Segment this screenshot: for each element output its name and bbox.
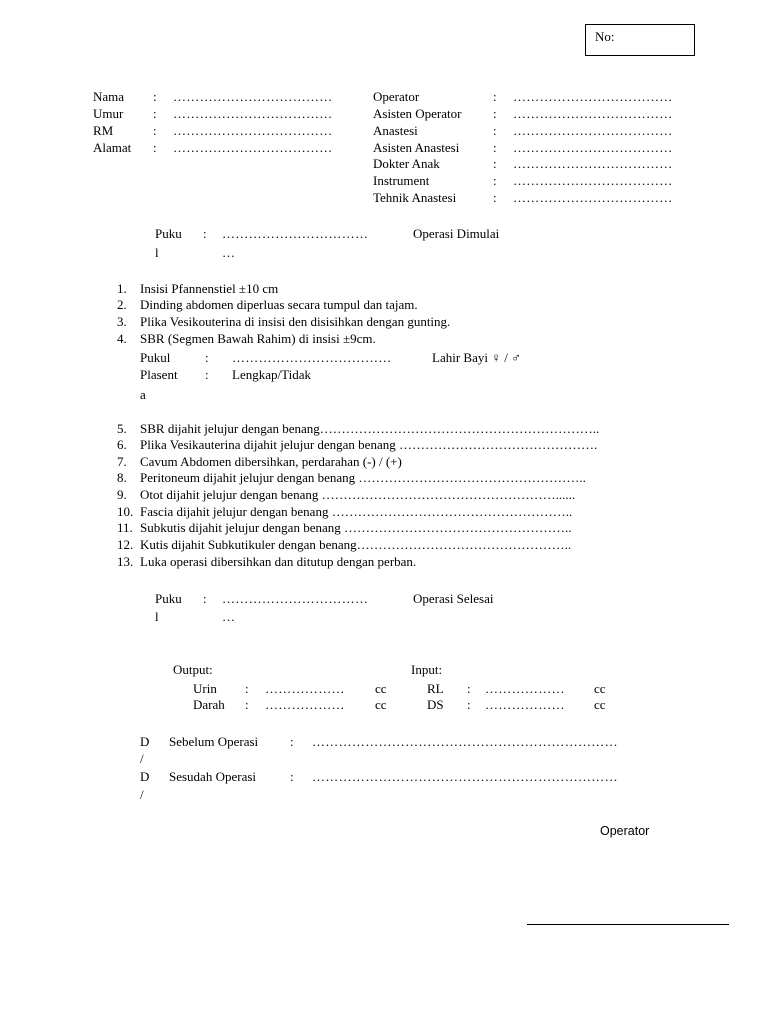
end-title: Operasi Selesai bbox=[413, 591, 494, 606]
assistant-operator-label: Asisten Operator bbox=[373, 106, 462, 121]
placenta-label: Plasent bbox=[140, 367, 178, 382]
step-number: 4. bbox=[117, 331, 127, 346]
step-text[interactable]: SBR dijahit jelujur dengan benang……………………………………………………….. bbox=[140, 421, 600, 436]
patient-address-sep: : bbox=[153, 140, 157, 155]
diagnosis-prefix: D bbox=[140, 734, 150, 749]
operator-field[interactable]: ……………………………… bbox=[513, 89, 673, 104]
end-time-field[interactable]: …………………………… bbox=[222, 591, 369, 606]
pre-op-diagnosis-label: Sebelum Operasi bbox=[169, 734, 259, 749]
step-text[interactable]: Peritoneum dijahit jelujur dengan benang …………………………………………….. bbox=[140, 470, 586, 485]
blood-unit: cc bbox=[375, 697, 387, 712]
pediatrician-label: Dokter Anak bbox=[373, 156, 440, 171]
step-text[interactable]: Cavum Abdomen dibersihkan, perdarahan (-) / (+) bbox=[140, 454, 402, 469]
step-number: 6. bbox=[117, 437, 127, 452]
anesthesia-label: Anastesi bbox=[373, 123, 418, 138]
post-op-diagnosis-field[interactable]: …………………………………………………………… bbox=[312, 769, 618, 784]
ds-sep: : bbox=[467, 697, 471, 712]
patient-age-label: Umur bbox=[93, 106, 124, 121]
end-time-label: Puku bbox=[155, 591, 182, 606]
form-number-label: No: bbox=[595, 29, 615, 44]
output-heading: Output: bbox=[173, 662, 213, 677]
placenta-sep: : bbox=[205, 367, 209, 382]
step-text[interactable]: Otot dijahit jelujur dengan benang ………………………………………………...... bbox=[140, 487, 576, 502]
diagnosis-prefix-tail: / bbox=[140, 751, 144, 766]
patient-age-field[interactable]: ……………………………… bbox=[173, 106, 333, 121]
start-time-field[interactable]: …………………………… bbox=[222, 226, 369, 241]
step-number: 9. bbox=[117, 487, 127, 502]
end-time-sep: : bbox=[203, 591, 207, 606]
form-number-box[interactable] bbox=[585, 24, 695, 56]
operator-sep: : bbox=[493, 89, 497, 104]
step-text[interactable]: Fascia dijahit jelujur dengan benang ……………………………………………….. bbox=[140, 504, 573, 519]
start-time-label: Puku bbox=[155, 226, 182, 241]
assistant-anesthesia-sep: : bbox=[493, 140, 497, 155]
instrument-label: Instrument bbox=[373, 173, 430, 188]
rl-field[interactable]: ……………… bbox=[485, 681, 565, 696]
end-time-field-tail: … bbox=[222, 609, 236, 624]
pediatrician-field[interactable]: ……………………………… bbox=[513, 156, 673, 171]
step-text: Luka operasi dibersihkan dan ditutup dengan perban. bbox=[140, 554, 417, 569]
diagnosis-prefix: D bbox=[140, 769, 150, 784]
start-time-field-tail: … bbox=[222, 245, 236, 260]
step-number: 2. bbox=[117, 297, 127, 312]
pre-op-diagnosis-field[interactable]: …………………………………………………………… bbox=[312, 734, 618, 749]
blood-label: Darah bbox=[193, 697, 225, 712]
pediatrician-sep: : bbox=[493, 156, 497, 171]
post-op-diagnosis-sep: : bbox=[290, 769, 294, 784]
urine-sep: : bbox=[245, 681, 249, 696]
input-heading: Input: bbox=[411, 662, 443, 677]
anesthesia-technique-field[interactable]: ……………………………… bbox=[513, 190, 673, 205]
baby-sex-label[interactable]: Lahir Bayi ♀ / ♂ bbox=[432, 350, 521, 365]
step-number: 13. bbox=[117, 554, 134, 569]
instrument-field[interactable]: ……………………………… bbox=[513, 173, 673, 188]
anesthesia-technique-label: Tehnik Anastesi bbox=[373, 190, 457, 205]
birth-time-sep: : bbox=[205, 350, 209, 365]
pre-op-diagnosis-sep: : bbox=[290, 734, 294, 749]
rl-sep: : bbox=[467, 681, 471, 696]
blood-field[interactable]: ……………… bbox=[265, 697, 345, 712]
step-number: 8. bbox=[117, 470, 127, 485]
anesthesia-field[interactable]: ……………………………… bbox=[513, 123, 673, 138]
step-number: 11. bbox=[117, 520, 133, 535]
start-time-label-tail: l bbox=[155, 245, 159, 260]
signature-line[interactable] bbox=[527, 924, 729, 925]
patient-address-field[interactable]: ……………………………… bbox=[173, 140, 333, 155]
urine-unit: cc bbox=[375, 681, 387, 696]
ds-label: DS bbox=[427, 697, 444, 712]
step-text: Insisi Pfannenstiel ±10 cm bbox=[140, 281, 279, 296]
operator-label: Operator bbox=[373, 89, 420, 104]
step-number: 1. bbox=[117, 281, 127, 296]
patient-name-label: Nama bbox=[93, 89, 125, 104]
rl-unit: cc bbox=[594, 681, 606, 696]
step-number: 10. bbox=[117, 504, 134, 519]
start-time-sep: : bbox=[203, 226, 207, 241]
placenta-label-tail: a bbox=[140, 387, 146, 402]
instrument-sep: : bbox=[493, 173, 497, 188]
step-text: SBR (Segmen Bawah Rahim) di insisi ±9cm. bbox=[140, 331, 376, 346]
rl-label: RL bbox=[427, 681, 444, 696]
assistant-anesthesia-field[interactable]: ……………………………… bbox=[513, 140, 673, 155]
ds-unit: cc bbox=[594, 697, 606, 712]
step-text: Plika Vesikouterina di insisi den disisihkan dengan gunting. bbox=[140, 314, 451, 329]
post-op-diagnosis-label: Sesudah Operasi bbox=[169, 769, 257, 784]
birth-time-label: Pukul bbox=[140, 350, 171, 365]
patient-age-sep: : bbox=[153, 106, 157, 121]
step-text[interactable]: Subkutis dijahit jelujur dengan benang …………………………………………….. bbox=[140, 520, 572, 535]
diagnosis-prefix-tail: / bbox=[140, 787, 144, 802]
step-number: 12. bbox=[117, 537, 134, 552]
blood-sep: : bbox=[245, 697, 249, 712]
assistant-operator-sep: : bbox=[493, 106, 497, 121]
operator-signature-label: Operator bbox=[600, 824, 650, 838]
anesthesia-technique-sep: : bbox=[493, 190, 497, 205]
patient-name-sep: : bbox=[153, 89, 157, 104]
start-title: Operasi Dimulai bbox=[413, 226, 500, 241]
step-text[interactable]: Kutis dijahit Subkutikuler dengan benang………………………………………….. bbox=[140, 537, 572, 552]
patient-name-field[interactable]: ……………………………… bbox=[173, 89, 333, 104]
placenta-value[interactable]: Lengkap/Tidak bbox=[232, 367, 311, 382]
step-number: 7. bbox=[117, 454, 127, 469]
step-number: 5. bbox=[117, 421, 127, 436]
patient-rm-label: RM bbox=[93, 123, 114, 138]
patient-rm-field[interactable]: ……………………………… bbox=[173, 123, 333, 138]
ds-field[interactable]: ……………… bbox=[485, 697, 565, 712]
urine-field[interactable]: ……………… bbox=[265, 681, 345, 696]
anesthesia-sep: : bbox=[493, 123, 497, 138]
step-text: Dinding abdomen diperluas secara tumpul dan tajam. bbox=[140, 297, 418, 312]
step-text[interactable]: Plika Vesikauterina dijahit jelujur dengan benang ………………………………………. bbox=[140, 437, 598, 452]
end-time-label-tail: l bbox=[155, 609, 159, 624]
birth-time-field[interactable]: ……………………………… bbox=[232, 350, 392, 365]
patient-address-label: Alamat bbox=[93, 140, 132, 155]
step-number: 3. bbox=[117, 314, 127, 329]
assistant-operator-field[interactable]: ……………………………… bbox=[513, 106, 673, 121]
urine-label: Urin bbox=[193, 681, 217, 696]
assistant-anesthesia-label: Asisten Anastesi bbox=[373, 140, 460, 155]
patient-rm-sep: : bbox=[153, 123, 157, 138]
